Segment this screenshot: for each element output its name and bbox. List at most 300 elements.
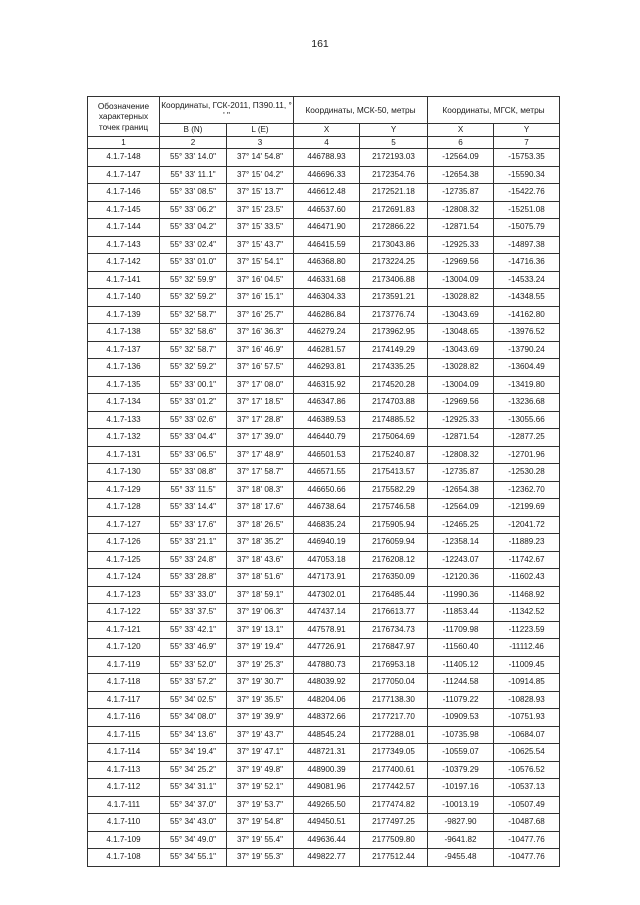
mgsk-x-cell: -10197.16 xyxy=(428,779,494,797)
longitude-cell: 37° 19' 54.8" xyxy=(227,814,294,832)
latitude-cell: 55° 33' 37.5" xyxy=(160,604,227,622)
longitude-cell: 37° 18' 35.2" xyxy=(227,534,294,552)
latitude-cell: 55° 32' 59.2" xyxy=(160,359,227,377)
table-row xyxy=(88,761,560,779)
table-row xyxy=(88,814,560,832)
msk-y-cell: 2177442.57 xyxy=(360,779,428,797)
msk-x-cell: 449265.50 xyxy=(294,796,360,814)
msk-x-cell: 446331.68 xyxy=(294,271,360,289)
msk-y-cell: 2175582.29 xyxy=(360,481,428,499)
msk-x-cell: 448204.06 xyxy=(294,691,360,709)
msk-y-cell: 2176350.09 xyxy=(360,569,428,587)
msk-y-cell: 2175905.94 xyxy=(360,516,428,534)
msk-x-cell: 449636.44 xyxy=(294,831,360,849)
longitude-cell: 37° 19' 25.3" xyxy=(227,656,294,674)
msk-x-cell: 449450.51 xyxy=(294,814,360,832)
mgsk-x-cell: -10379.29 xyxy=(428,761,494,779)
msk-y-cell: 2177509.80 xyxy=(360,831,428,849)
table-row xyxy=(88,656,560,674)
mgsk-y-cell: -11468.92 xyxy=(494,586,560,604)
mgsk-x-cell: -11244.58 xyxy=(428,674,494,692)
mgsk-x-cell: -11405.12 xyxy=(428,656,494,674)
mgsk-y-cell: -11602.43 xyxy=(494,569,560,587)
msk-x-cell: 447437.14 xyxy=(294,604,360,622)
mgsk-x-cell: -12808.32 xyxy=(428,201,494,219)
point-id-cell: 4.1.7-146 xyxy=(88,184,160,202)
longitude-cell: 37° 14' 54.8" xyxy=(227,149,294,167)
msk-y-cell: 2172193.03 xyxy=(360,149,428,167)
mgsk-x-cell: -11709.98 xyxy=(428,621,494,639)
msk-x-cell: 446571.55 xyxy=(294,464,360,482)
point-id-cell: 4.1.7-139 xyxy=(88,306,160,324)
mgsk-y-cell: -10576.52 xyxy=(494,761,560,779)
msk-x-cell: 446286.84 xyxy=(294,306,360,324)
msk-x-cell: 448372.66 xyxy=(294,709,360,727)
longitude-cell: 37° 19' 47.1" xyxy=(227,744,294,762)
point-id-cell: 4.1.7-135 xyxy=(88,376,160,394)
header-mgsk: Координаты, МГСК, метры xyxy=(428,97,560,124)
msk-y-cell: 2177138.30 xyxy=(360,691,428,709)
msk-y-cell: 2177497.25 xyxy=(360,814,428,832)
mgsk-x-cell: -9455.48 xyxy=(428,849,494,867)
table-row xyxy=(88,691,560,709)
column-number: 7 xyxy=(494,136,560,149)
longitude-cell: 37° 15' 33.5" xyxy=(227,219,294,237)
msk-y-cell: 2174149.29 xyxy=(360,341,428,359)
header-designation: Обозначение характерных точек границ xyxy=(88,97,160,137)
msk-y-cell: 2173043.86 xyxy=(360,236,428,254)
longitude-cell: 37° 19' 06.3" xyxy=(227,604,294,622)
longitude-cell: 37° 15' 43.7" xyxy=(227,236,294,254)
longitude-cell: 37° 18' 17.6" xyxy=(227,499,294,517)
column-number: 6 xyxy=(428,136,494,149)
latitude-cell: 55° 33' 08.8" xyxy=(160,464,227,482)
mgsk-x-cell: -11853.44 xyxy=(428,604,494,622)
mgsk-y-cell: -12530.28 xyxy=(494,464,560,482)
msk-x-cell: 447578.91 xyxy=(294,621,360,639)
longitude-cell: 37° 19' 39.9" xyxy=(227,709,294,727)
msk-x-cell: 448721.31 xyxy=(294,744,360,762)
point-id-cell: 4.1.7-115 xyxy=(88,726,160,744)
msk-y-cell: 2172691.83 xyxy=(360,201,428,219)
mgsk-x-cell: -12564.09 xyxy=(428,499,494,517)
latitude-cell: 55° 33' 04.2" xyxy=(160,219,227,237)
latitude-cell: 55° 33' 17.6" xyxy=(160,516,227,534)
msk-y-cell: 2174885.52 xyxy=(360,411,428,429)
msk-x-cell: 447053.18 xyxy=(294,551,360,569)
table-row xyxy=(88,534,560,552)
mgsk-x-cell: -12808.32 xyxy=(428,446,494,464)
table-row xyxy=(88,429,560,447)
table-row xyxy=(88,639,560,657)
point-id-cell: 4.1.7-144 xyxy=(88,219,160,237)
msk-x-cell: 446347.86 xyxy=(294,394,360,412)
mgsk-y-cell: -10828.93 xyxy=(494,691,560,709)
msk-x-cell: 446389.53 xyxy=(294,411,360,429)
latitude-cell: 55° 34' 43.0" xyxy=(160,814,227,832)
latitude-cell: 55° 33' 42.1" xyxy=(160,621,227,639)
latitude-cell: 55° 33' 11.5" xyxy=(160,481,227,499)
table-row xyxy=(88,551,560,569)
msk-x-cell: 446788.93 xyxy=(294,149,360,167)
mgsk-y-cell: -10751.93 xyxy=(494,709,560,727)
mgsk-y-cell: -15753.35 xyxy=(494,149,560,167)
msk-y-cell: 2177400.61 xyxy=(360,761,428,779)
table-row xyxy=(88,149,560,167)
msk-x-cell: 446293.81 xyxy=(294,359,360,377)
table-body xyxy=(88,149,560,867)
point-id-cell: 4.1.7-130 xyxy=(88,464,160,482)
mgsk-y-cell: -14162.80 xyxy=(494,306,560,324)
table-row xyxy=(88,359,560,377)
point-id-cell: 4.1.7-110 xyxy=(88,814,160,832)
mgsk-x-cell: -12735.87 xyxy=(428,464,494,482)
msk-y-cell: 2173776.74 xyxy=(360,306,428,324)
subheader-mgsk-x: X xyxy=(428,124,494,137)
longitude-cell: 37° 19' 35.5" xyxy=(227,691,294,709)
point-id-cell: 4.1.7-148 xyxy=(88,149,160,167)
msk-y-cell: 2172866.22 xyxy=(360,219,428,237)
point-id-cell: 4.1.7-124 xyxy=(88,569,160,587)
msk-x-cell: 446304.33 xyxy=(294,289,360,307)
table-row xyxy=(88,516,560,534)
mgsk-y-cell: -10914.85 xyxy=(494,674,560,692)
msk-x-cell: 448545.24 xyxy=(294,726,360,744)
msk-y-cell: 2176953.18 xyxy=(360,656,428,674)
mgsk-y-cell: -14533.24 xyxy=(494,271,560,289)
table-row xyxy=(88,831,560,849)
msk-y-cell: 2173591.21 xyxy=(360,289,428,307)
mgsk-x-cell: -12871.54 xyxy=(428,429,494,447)
msk-x-cell: 446537.60 xyxy=(294,201,360,219)
msk-y-cell: 2174520.28 xyxy=(360,376,428,394)
longitude-cell: 37° 18' 59.1" xyxy=(227,586,294,604)
latitude-cell: 55° 33' 14.4" xyxy=(160,499,227,517)
latitude-cell: 55° 33' 02.6" xyxy=(160,411,227,429)
msk-x-cell: 446368.80 xyxy=(294,254,360,272)
longitude-cell: 37° 15' 04.2" xyxy=(227,166,294,184)
latitude-cell: 55° 33' 57.2" xyxy=(160,674,227,692)
msk-x-cell: 446835.24 xyxy=(294,516,360,534)
point-id-cell: 4.1.7-140 xyxy=(88,289,160,307)
msk-x-cell: 446415.59 xyxy=(294,236,360,254)
mgsk-x-cell: -12969.56 xyxy=(428,254,494,272)
table-row xyxy=(88,674,560,692)
latitude-cell: 55° 34' 37.0" xyxy=(160,796,227,814)
header-gsk: Координаты, ГСК-2011, ПЗ90.11, ° ' " xyxy=(160,97,294,124)
table-row xyxy=(88,586,560,604)
mgsk-y-cell: -11889.23 xyxy=(494,534,560,552)
longitude-cell: 37° 17' 48.9" xyxy=(227,446,294,464)
mgsk-x-cell: -12735.87 xyxy=(428,184,494,202)
table-row xyxy=(88,289,560,307)
column-number: 5 xyxy=(360,136,428,149)
longitude-cell: 37° 16' 04.5" xyxy=(227,271,294,289)
mgsk-y-cell: -12701.96 xyxy=(494,446,560,464)
latitude-cell: 55° 32' 59.9" xyxy=(160,271,227,289)
mgsk-x-cell: -10559.07 xyxy=(428,744,494,762)
mgsk-y-cell: -14348.55 xyxy=(494,289,560,307)
mgsk-y-cell: -13976.52 xyxy=(494,324,560,342)
longitude-cell: 37° 16' 25.7" xyxy=(227,306,294,324)
point-id-cell: 4.1.7-119 xyxy=(88,656,160,674)
msk-y-cell: 2176613.77 xyxy=(360,604,428,622)
latitude-cell: 55° 32' 58.7" xyxy=(160,306,227,324)
msk-x-cell: 447302.01 xyxy=(294,586,360,604)
point-id-cell: 4.1.7-120 xyxy=(88,639,160,657)
msk-y-cell: 2173962.95 xyxy=(360,324,428,342)
latitude-cell: 55° 33' 11.1" xyxy=(160,166,227,184)
mgsk-x-cell: -13028.82 xyxy=(428,289,494,307)
point-id-cell: 4.1.7-143 xyxy=(88,236,160,254)
table-row xyxy=(88,184,560,202)
latitude-cell: 55° 33' 14.0" xyxy=(160,149,227,167)
table-row xyxy=(88,306,560,324)
mgsk-y-cell: -11223.59 xyxy=(494,621,560,639)
mgsk-x-cell: -12243.07 xyxy=(428,551,494,569)
point-id-cell: 4.1.7-112 xyxy=(88,779,160,797)
table-row xyxy=(88,569,560,587)
mgsk-x-cell: -12654.38 xyxy=(428,481,494,499)
point-id-cell: 4.1.7-113 xyxy=(88,761,160,779)
msk-y-cell: 2172354.76 xyxy=(360,166,428,184)
point-id-cell: 4.1.7-147 xyxy=(88,166,160,184)
latitude-cell: 55° 33' 00.1" xyxy=(160,376,227,394)
msk-x-cell: 448039.92 xyxy=(294,674,360,692)
latitude-cell: 55° 33' 52.0" xyxy=(160,656,227,674)
mgsk-y-cell: -12041.72 xyxy=(494,516,560,534)
msk-y-cell: 2172521.18 xyxy=(360,184,428,202)
msk-y-cell: 2177050.04 xyxy=(360,674,428,692)
table-row xyxy=(88,236,560,254)
table-row xyxy=(88,604,560,622)
msk-x-cell: 446612.48 xyxy=(294,184,360,202)
msk-y-cell: 2175240.87 xyxy=(360,446,428,464)
table-row xyxy=(88,744,560,762)
longitude-cell: 37° 15' 23.5" xyxy=(227,201,294,219)
latitude-cell: 55° 33' 08.5" xyxy=(160,184,227,202)
msk-y-cell: 2177288.01 xyxy=(360,726,428,744)
msk-y-cell: 2176847.97 xyxy=(360,639,428,657)
longitude-cell: 37° 16' 46.9" xyxy=(227,341,294,359)
msk-x-cell: 446696.33 xyxy=(294,166,360,184)
longitude-cell: 37° 19' 49.8" xyxy=(227,761,294,779)
mgsk-y-cell: -13236.68 xyxy=(494,394,560,412)
msk-y-cell: 2176059.94 xyxy=(360,534,428,552)
mgsk-x-cell: -12358.14 xyxy=(428,534,494,552)
point-id-cell: 4.1.7-141 xyxy=(88,271,160,289)
table-row xyxy=(88,499,560,517)
mgsk-x-cell: -13043.69 xyxy=(428,341,494,359)
longitude-cell: 37° 18' 08.3" xyxy=(227,481,294,499)
latitude-cell: 55° 34' 25.2" xyxy=(160,761,227,779)
longitude-cell: 37° 16' 57.5" xyxy=(227,359,294,377)
point-id-cell: 4.1.7-129 xyxy=(88,481,160,499)
column-number: 4 xyxy=(294,136,360,149)
msk-x-cell: 446471.90 xyxy=(294,219,360,237)
msk-y-cell: 2175746.58 xyxy=(360,499,428,517)
table-row xyxy=(88,376,560,394)
mgsk-x-cell: -13004.09 xyxy=(428,271,494,289)
point-id-cell: 4.1.7-109 xyxy=(88,831,160,849)
mgsk-y-cell: -12362.70 xyxy=(494,481,560,499)
mgsk-x-cell: -9827.90 xyxy=(428,814,494,832)
point-id-cell: 4.1.7-137 xyxy=(88,341,160,359)
latitude-cell: 55° 34' 13.6" xyxy=(160,726,227,744)
table-row xyxy=(88,254,560,272)
header-msk: Координаты, МСК-50, метры xyxy=(294,97,428,124)
coordinates-table xyxy=(87,96,560,867)
table-row xyxy=(88,219,560,237)
mgsk-y-cell: -10625.54 xyxy=(494,744,560,762)
table-row xyxy=(88,394,560,412)
mgsk-x-cell: -12654.38 xyxy=(428,166,494,184)
msk-x-cell: 446501.53 xyxy=(294,446,360,464)
table-row xyxy=(88,324,560,342)
mgsk-y-cell: -10684.07 xyxy=(494,726,560,744)
latitude-cell: 55° 34' 55.1" xyxy=(160,849,227,867)
point-id-cell: 4.1.7-127 xyxy=(88,516,160,534)
longitude-cell: 37° 19' 55.3" xyxy=(227,849,294,867)
longitude-cell: 37° 19' 19.4" xyxy=(227,639,294,657)
point-id-cell: 4.1.7-117 xyxy=(88,691,160,709)
mgsk-y-cell: -11112.46 xyxy=(494,639,560,657)
point-id-cell: 4.1.7-123 xyxy=(88,586,160,604)
mgsk-x-cell: -12871.54 xyxy=(428,219,494,237)
table-row xyxy=(88,341,560,359)
msk-y-cell: 2173224.25 xyxy=(360,254,428,272)
latitude-cell: 55° 34' 08.0" xyxy=(160,709,227,727)
point-id-cell: 4.1.7-118 xyxy=(88,674,160,692)
msk-y-cell: 2173406.88 xyxy=(360,271,428,289)
msk-y-cell: 2176208.12 xyxy=(360,551,428,569)
msk-x-cell: 446279.24 xyxy=(294,324,360,342)
latitude-cell: 55° 33' 04.4" xyxy=(160,429,227,447)
column-number: 3 xyxy=(227,136,294,149)
point-id-cell: 4.1.7-138 xyxy=(88,324,160,342)
table-row xyxy=(88,411,560,429)
msk-y-cell: 2175064.69 xyxy=(360,429,428,447)
mgsk-x-cell: -12564.09 xyxy=(428,149,494,167)
point-id-cell: 4.1.7-111 xyxy=(88,796,160,814)
msk-x-cell: 447880.73 xyxy=(294,656,360,674)
msk-x-cell: 447726.91 xyxy=(294,639,360,657)
longitude-cell: 37° 18' 43.6" xyxy=(227,551,294,569)
longitude-cell: 37° 18' 51.6" xyxy=(227,569,294,587)
mgsk-y-cell: -15422.76 xyxy=(494,184,560,202)
point-id-cell: 4.1.7-128 xyxy=(88,499,160,517)
latitude-cell: 55° 34' 49.0" xyxy=(160,831,227,849)
point-id-cell: 4.1.7-145 xyxy=(88,201,160,219)
msk-y-cell: 2177349.05 xyxy=(360,744,428,762)
latitude-cell: 55° 34' 02.5" xyxy=(160,691,227,709)
msk-y-cell: 2175413.57 xyxy=(360,464,428,482)
table-row xyxy=(88,621,560,639)
msk-y-cell: 2174335.25 xyxy=(360,359,428,377)
msk-y-cell: 2176485.44 xyxy=(360,586,428,604)
mgsk-y-cell: -10487.68 xyxy=(494,814,560,832)
mgsk-x-cell: -12969.56 xyxy=(428,394,494,412)
point-id-cell: 4.1.7-125 xyxy=(88,551,160,569)
mgsk-y-cell: -10477.76 xyxy=(494,831,560,849)
latitude-cell: 55° 33' 01.2" xyxy=(160,394,227,412)
latitude-cell: 55° 33' 24.8" xyxy=(160,551,227,569)
table-row xyxy=(88,166,560,184)
mgsk-y-cell: -15075.79 xyxy=(494,219,560,237)
msk-x-cell: 446738.64 xyxy=(294,499,360,517)
mgsk-y-cell: -11342.52 xyxy=(494,604,560,622)
column-number: 2 xyxy=(160,136,227,149)
longitude-cell: 37° 19' 43.7" xyxy=(227,726,294,744)
table-row xyxy=(88,481,560,499)
longitude-cell: 37° 17' 58.7" xyxy=(227,464,294,482)
latitude-cell: 55° 33' 01.0" xyxy=(160,254,227,272)
longitude-cell: 37° 15' 13.7" xyxy=(227,184,294,202)
longitude-cell: 37° 18' 26.5" xyxy=(227,516,294,534)
point-id-cell: 4.1.7-114 xyxy=(88,744,160,762)
point-id-cell: 4.1.7-134 xyxy=(88,394,160,412)
mgsk-x-cell: -13043.69 xyxy=(428,306,494,324)
msk-x-cell: 448900.39 xyxy=(294,761,360,779)
mgsk-y-cell: -10477.76 xyxy=(494,849,560,867)
point-id-cell: 4.1.7-131 xyxy=(88,446,160,464)
latitude-cell: 55° 33' 21.1" xyxy=(160,534,227,552)
mgsk-y-cell: -13604.49 xyxy=(494,359,560,377)
subheader-l: L (E) xyxy=(227,124,294,137)
longitude-cell: 37° 16' 15.1" xyxy=(227,289,294,307)
mgsk-y-cell: -13419.80 xyxy=(494,376,560,394)
msk-y-cell: 2177217.70 xyxy=(360,709,428,727)
longitude-cell: 37° 16' 36.3" xyxy=(227,324,294,342)
point-id-cell: 4.1.7-108 xyxy=(88,849,160,867)
longitude-cell: 37° 17' 39.0" xyxy=(227,429,294,447)
subheader-mgsk-y: Y xyxy=(494,124,560,137)
longitude-cell: 37° 19' 13.1" xyxy=(227,621,294,639)
mgsk-x-cell: -11560.40 xyxy=(428,639,494,657)
mgsk-y-cell: -10537.13 xyxy=(494,779,560,797)
mgsk-y-cell: -12199.69 xyxy=(494,499,560,517)
point-id-cell: 4.1.7-126 xyxy=(88,534,160,552)
mgsk-x-cell: -10909.53 xyxy=(428,709,494,727)
msk-x-cell: 447173.91 xyxy=(294,569,360,587)
latitude-cell: 55° 32' 58.7" xyxy=(160,341,227,359)
point-id-cell: 4.1.7-121 xyxy=(88,621,160,639)
table-row xyxy=(88,726,560,744)
subheader-msk-y: Y xyxy=(360,124,428,137)
longitude-cell: 37° 19' 55.4" xyxy=(227,831,294,849)
msk-y-cell: 2177512.44 xyxy=(360,849,428,867)
mgsk-x-cell: -10735.98 xyxy=(428,726,494,744)
mgsk-x-cell: -13028.82 xyxy=(428,359,494,377)
mgsk-x-cell: -12925.33 xyxy=(428,411,494,429)
longitude-cell: 37° 17' 28.8" xyxy=(227,411,294,429)
mgsk-y-cell: -10507.49 xyxy=(494,796,560,814)
latitude-cell: 55° 34' 31.1" xyxy=(160,779,227,797)
longitude-cell: 37° 19' 30.7" xyxy=(227,674,294,692)
point-id-cell: 4.1.7-133 xyxy=(88,411,160,429)
mgsk-x-cell: -12465.25 xyxy=(428,516,494,534)
point-id-cell: 4.1.7-122 xyxy=(88,604,160,622)
page-number: 161 xyxy=(311,38,329,50)
mgsk-x-cell: -12120.36 xyxy=(428,569,494,587)
mgsk-x-cell: -13048.65 xyxy=(428,324,494,342)
latitude-cell: 55° 33' 06.2" xyxy=(160,201,227,219)
msk-y-cell: 2177474.82 xyxy=(360,796,428,814)
point-id-cell: 4.1.7-142 xyxy=(88,254,160,272)
mgsk-x-cell: -13004.09 xyxy=(428,376,494,394)
mgsk-y-cell: -11009.45 xyxy=(494,656,560,674)
msk-x-cell: 446281.57 xyxy=(294,341,360,359)
